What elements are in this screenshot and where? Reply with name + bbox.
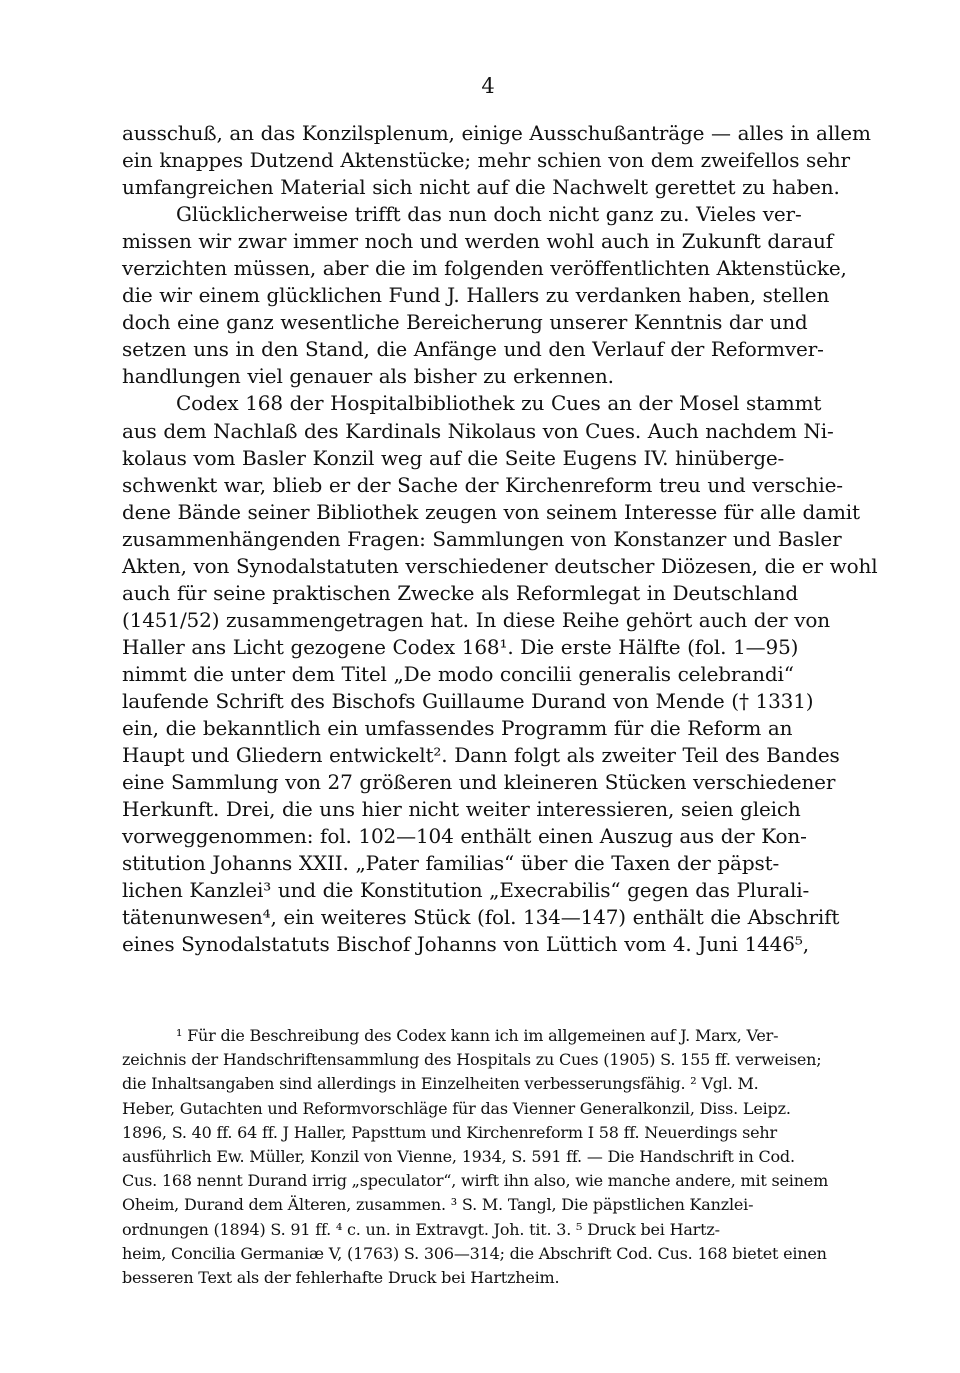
- body-line: die wir einem glücklichen Fund J. Hallers zu verdanken haben, stellen: [122, 283, 830, 308]
- body-line: schwenkt war, blieb er der Sache der Kirchenreform treu und verschie-: [122, 472, 843, 497]
- body-line: handlungen viel genauer als bisher zu erkennen.: [122, 364, 614, 389]
- body-line: Codex 168 der Hospitalbibliothek zu Cues an der Mosel stammt: [176, 391, 822, 416]
- body-line: lichen Kanzlei³ und die Konstitution „Execrabilis“ gegen das Plurali-: [122, 878, 810, 903]
- footnote-line: Oheim, Durand dem Älteren, zusammen. ³ S. M. Tangl, Die päpstlichen Kanzlei-: [122, 1195, 754, 1215]
- footnote-line: zeichnis der Handschriftensammlung des Hospitals zu Cues (1905) S. 155 ff. verweisen;: [122, 1050, 822, 1070]
- body-line: umfangreichen Material sich nicht auf die Nachwelt gerettet zu haben.: [122, 175, 840, 200]
- body-line: nimmt die unter dem Titel „De modo concilii generalis celebrandi“: [122, 661, 794, 686]
- body-line: auch für seine praktischen Zwecke als Reformlegat in Deutschland: [122, 580, 798, 605]
- footnote-line: Cus. 168 nennt Durand irrig „speculator“, wirft ihn also, wie manche andere, mit seinem: [122, 1171, 829, 1191]
- footnote-line: Heber, Gutachten und Reformvorschläge für das Vienner Generalkonzil, Diss. Leipz.: [122, 1098, 791, 1118]
- footnotes: [122, 1024, 862, 1290]
- body-line: setzen uns in den Stand, die Anfänge und den Verlauf der Reformver-: [122, 337, 824, 362]
- body-line: kolaus vom Basler Konzil weg auf die Seite Eugens IV. hinüberge-: [122, 445, 785, 470]
- body-line: vorweggenommen: fol. 102—104 enthält einen Auszug aus der Kon-: [122, 824, 807, 849]
- body-line: aus dem Nachlaß des Kardinals Nikolaus von Cues. Auch nachdem Ni-: [122, 418, 834, 443]
- footnote-line: die Inhaltsangaben sind allerdings in Einzelheiten verbesserungsfähig. ² Vgl. M.: [122, 1074, 759, 1094]
- body-line: zusammenhängenden Fragen: Sammlungen von Konstanzer und Basler: [122, 526, 842, 551]
- body-line: ein knappes Dutzend Aktenstücke; mehr schien von dem zweifellos sehr: [122, 148, 850, 173]
- body-line: Akten, von Synodalstatuten verschiedener deutscher Diözesen, die er wohl: [122, 553, 878, 578]
- body-line: dene Bände seiner Bibliothek zeugen von seinem Interesse für alle damit: [122, 499, 860, 524]
- body-line: verzichten müssen, aber die im folgenden veröffentlichten Aktenstücke,: [122, 256, 847, 281]
- body-text: [122, 120, 878, 958]
- body-line: (1451/52) zusammengetragen hat. In diese Reihe gehört auch der von: [122, 607, 831, 632]
- footnote-line: ausführlich Ew. Müller, Konzil von Vienne, 1934, S. 591 ff. — Die Handschrift in Cod.: [122, 1147, 795, 1167]
- body-line: Herkunft. Drei, die uns hier nicht weiter interessieren, seien gleich: [122, 797, 801, 822]
- footnote-line: heim, Concilia Germaniæ V, (1763) S. 306—314; die Abschrift Cod. Cus. 168 bietet einen: [122, 1243, 827, 1263]
- body-line: Glücklicherweise trifft das nun doch nicht ganz zu. Vieles ver-: [176, 202, 802, 227]
- body-line: Haller ans Licht gezogene Codex 168¹. Die erste Hälfte (fol. 1—95): [122, 634, 799, 659]
- body-line: doch eine ganz wesentliche Bereicherung unserer Kenntnis dar und: [122, 310, 808, 335]
- body-line: ein, die bekanntlich ein umfassendes Programm für die Reform an: [122, 716, 793, 741]
- footnote-line: ¹ Für die Beschreibung des Codex kann ich im allgemeinen auf J. Marx, Ver-: [176, 1026, 779, 1045]
- footnote-line: 1896, S. 40 ff. 64 ff. J Haller, Papsttum und Kirchenreform I 58 ff. Neuerdings sehr: [122, 1122, 777, 1142]
- body-line: ausschuß, an das Konzilsplenum, einige Ausschußanträge — alles in allem: [122, 121, 871, 145]
- body-line: eines Synodalstatuts Bischof Johanns von Lüttich vom 4. Juni 1446⁵,: [122, 932, 809, 957]
- body-line: laufende Schrift des Bischofs Guillaume Durand von Mende († 1331): [122, 688, 814, 713]
- body-line: missen wir zwar immer noch und werden wohl auch in Zukunft darauf: [122, 229, 834, 254]
- body-line: tätenunwesen⁴, ein weiteres Stück (fol. 134—147) enthält die Abschrift: [122, 905, 840, 930]
- body-line: stitution Johanns XXII. „Pater familias“ über die Taxen der päpst-: [122, 851, 780, 876]
- footnote-line: besseren Text als der fehlerhafte Druck bei Hartzheim.: [122, 1268, 560, 1288]
- body-line: eine Sammlung von 27 größeren und kleineren Stücken verschiedener: [122, 770, 836, 795]
- body-line: Haupt und Gliedern entwickelt². Dann folgt als zweiter Teil des Bandes: [122, 743, 840, 768]
- page-number: 4: [481, 74, 495, 98]
- footnote-line: ordnungen (1894) S. 91 ff. ⁴ c. un. in Extravgt. Joh. tit. 3. ⁵ Druck bei Hartz-: [122, 1219, 720, 1239]
